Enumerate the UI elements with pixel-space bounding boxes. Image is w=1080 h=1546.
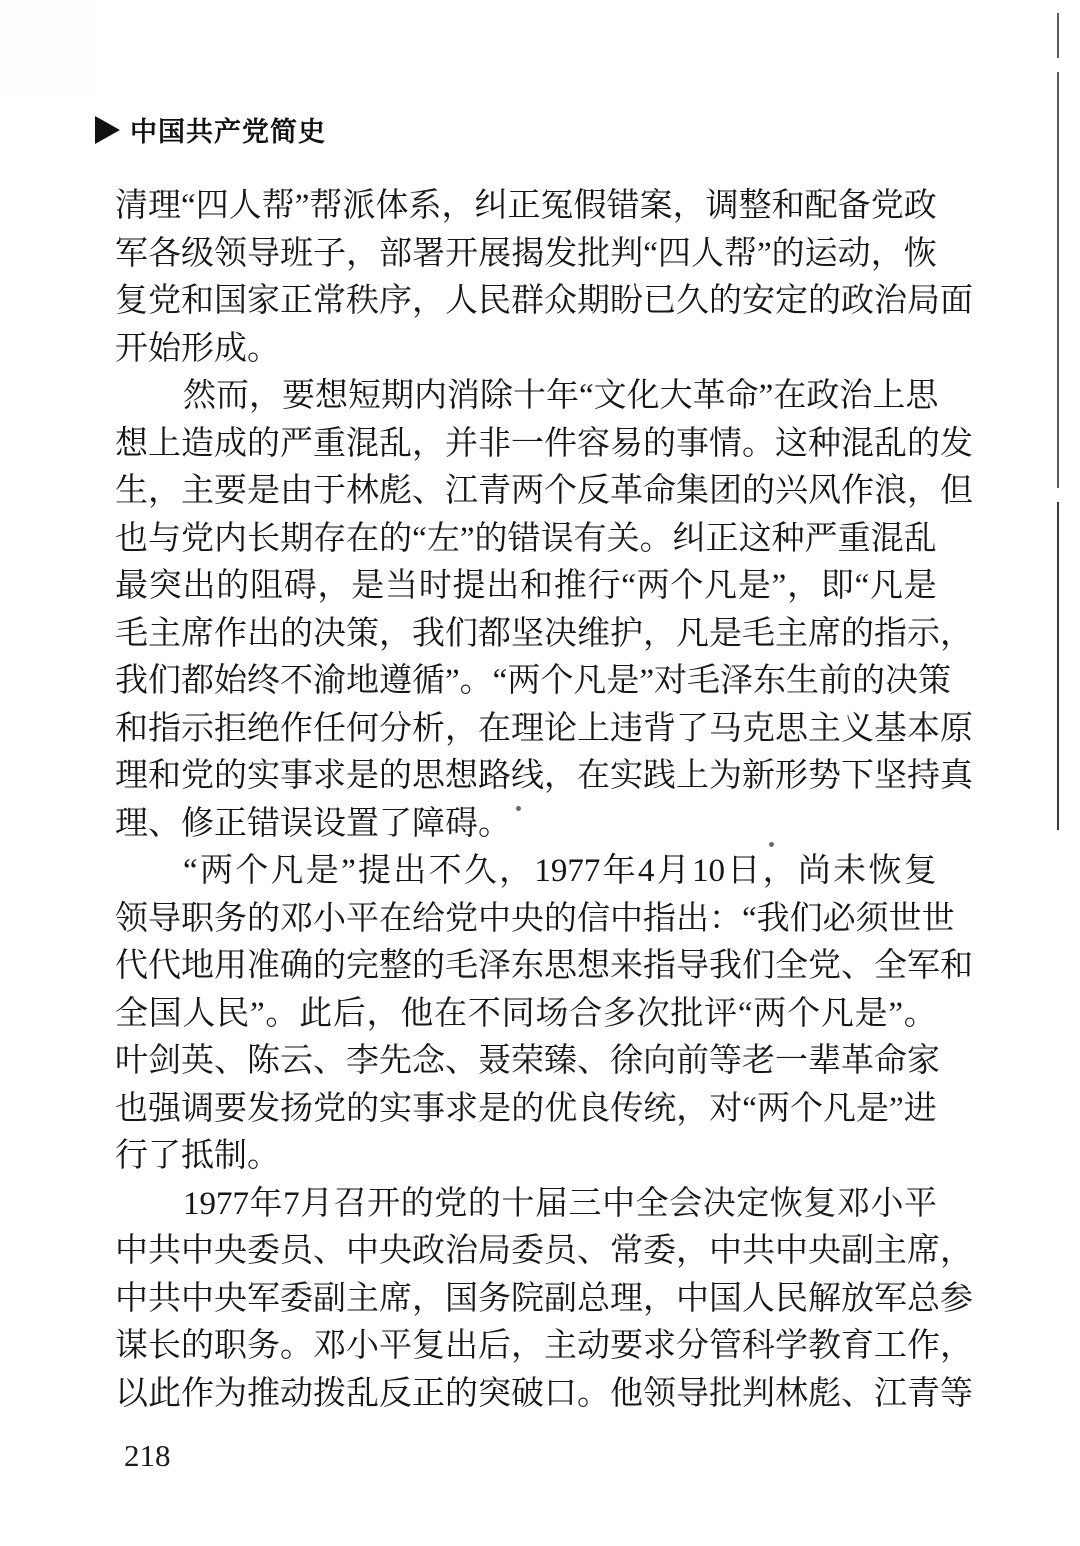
scan-corner-shade	[0, 0, 95, 95]
text-line: 中 共 中 央 军 委 副 主 席 ， 国 务 院 副 总 理 ， 中 国 人 民 解 放 军 总 参	[115, 1280, 973, 1317]
text-line: 中 共 中 央 委 员 、 中 央 政 治 局 委 员 、 常 委 ， 中 共 中 央 副 主 席 ，	[115, 1233, 973, 1269]
text-line: 代 代 地 用 准 确 的 完 整 的 毛 泽 东 思 想 来 指 导 我 们 全 党 、 全 军 和	[115, 948, 973, 984]
scan-edge-line	[1057, 502, 1059, 830]
text-line: 理 和 党 的 实 事 求 是 的 思 想 路 线 ， 在 实 践 上 为 新 形 势 下 坚 持 真	[115, 758, 973, 794]
text-line: 行了抵制。	[115, 1138, 280, 1174]
text-line: 军 各 级 领 导 班 子 ， 部 署 开 展 揭 发 批 判 “ 四 人 帮 ” 的 运 动 ， 恢	[115, 235, 937, 272]
scan-speck	[769, 842, 774, 847]
text-line: 清 理 “ 四 人 帮 ” 帮 派 体 系 ， 纠 正 冤 假 错 案 ， 调 整 和 配 备 党 政	[115, 188, 937, 224]
scan-edge-line	[1057, 72, 1059, 488]
text-line: 领 导 职 务 的 邓 小 平 在 给 党 中 央 的 信 中 指 出 ： “ 我 们 必 须 世 世	[115, 900, 955, 937]
scan-edge-line	[1057, 13, 1059, 58]
text-line: “ 两 个 凡 是 ” 提 出 不 久 ， 1977 年 4 月 10 日 ， 尚 未 恢 复	[183, 853, 937, 889]
text-line: 我 们 都 始 终 不 渝 地 遵 循 ” 。 “ 两 个 凡 是 ” 对 毛 泽 东 生 前 的 决 策	[115, 663, 951, 699]
text-line: 理、修正错误设置了障碍。	[115, 805, 511, 842]
text-line: 以 此 作 为 推 动 拨 乱 反 正 的 突 破 口 。 他 领 导 批 判 林 彪 、 江 青 等	[115, 1375, 973, 1412]
book-title: 中国共产党简史	[130, 117, 326, 147]
right-triangle-icon	[95, 116, 120, 144]
text-line: 谋 长 的 职 务 。 邓 小 平 复 出 后 ， 主 动 要 求 分 管 科 学 教 育 工 作 ，	[115, 1328, 973, 1364]
text-line: 生 ， 主 要 是 由 于 林 彪 、 江 青 两 个 反 革 命 集 团 的 兴 风 作 浪 ， 但	[115, 473, 973, 509]
text-line: 最 突 出 的 阻 碍 ， 是 当 时 提 出 和 推 行 “ 两 个 凡 是 ” ， 即 “ 凡 是	[115, 568, 937, 604]
text-line: 想 上 造 成 的 严 重 混 乱 ， 并 非 一 件 容 易 的 事 情 。 这 种 混 乱 的 发	[115, 425, 973, 462]
running-header	[95, 110, 326, 149]
text-line: 毛 主 席 作 出 的 决 策 ， 我 们 都 坚 决 维 护 ， 凡 是 毛 主 席 的 指 示 ，	[115, 615, 973, 652]
scan-speck	[516, 806, 521, 811]
body-text	[115, 183, 973, 1418]
text-line: 然 而 ， 要 想 短 期 内 消 除 十 年 “ 文 化 大 革 命 ” 在 政 治 上 思	[183, 378, 939, 414]
text-line: 和 指 示 拒 绝 作 任 何 分 析 ， 在 理 论 上 违 背 了 马 克 思 主 义 基 本 原	[115, 710, 973, 747]
page-number: 218	[124, 1438, 171, 1473]
text-line: 也 与 党 内 长 期 存 在 的 “ 左 ” 的 错 误 有 关 。 纠 正 这 种 严 重 混 乱	[115, 520, 937, 557]
text-line: 开始形成。	[115, 330, 280, 367]
text-line: 复 党 和 国 家 正 常 秩 序 ， 人 民 群 众 期 盼 已 久 的 安 定 的 政 治 局 面	[115, 283, 973, 319]
text-line: 叶 剑 英 、 陈 云 、 李 先 念 、 聂 荣 臻 、 徐 向 前 等 老 一 辈 革 命 家	[115, 1043, 940, 1079]
text-line: 也 强 调 要 发 扬 党 的 实 事 求 是 的 优 良 传 统 ， 对 “ 两 个 凡 是 ” 进	[115, 1090, 937, 1127]
text-line: 1977 年 7 月 召 开 的 党 的 十 届 三 中 全 会 决 定 恢 复 邓 小 平	[183, 1185, 937, 1222]
text-line: 全 国 人 民 ” 。 此 后 ， 他 在 不 同 场 合 多 次 批 评 “ 两 个 凡 是 ” 。	[115, 995, 937, 1032]
